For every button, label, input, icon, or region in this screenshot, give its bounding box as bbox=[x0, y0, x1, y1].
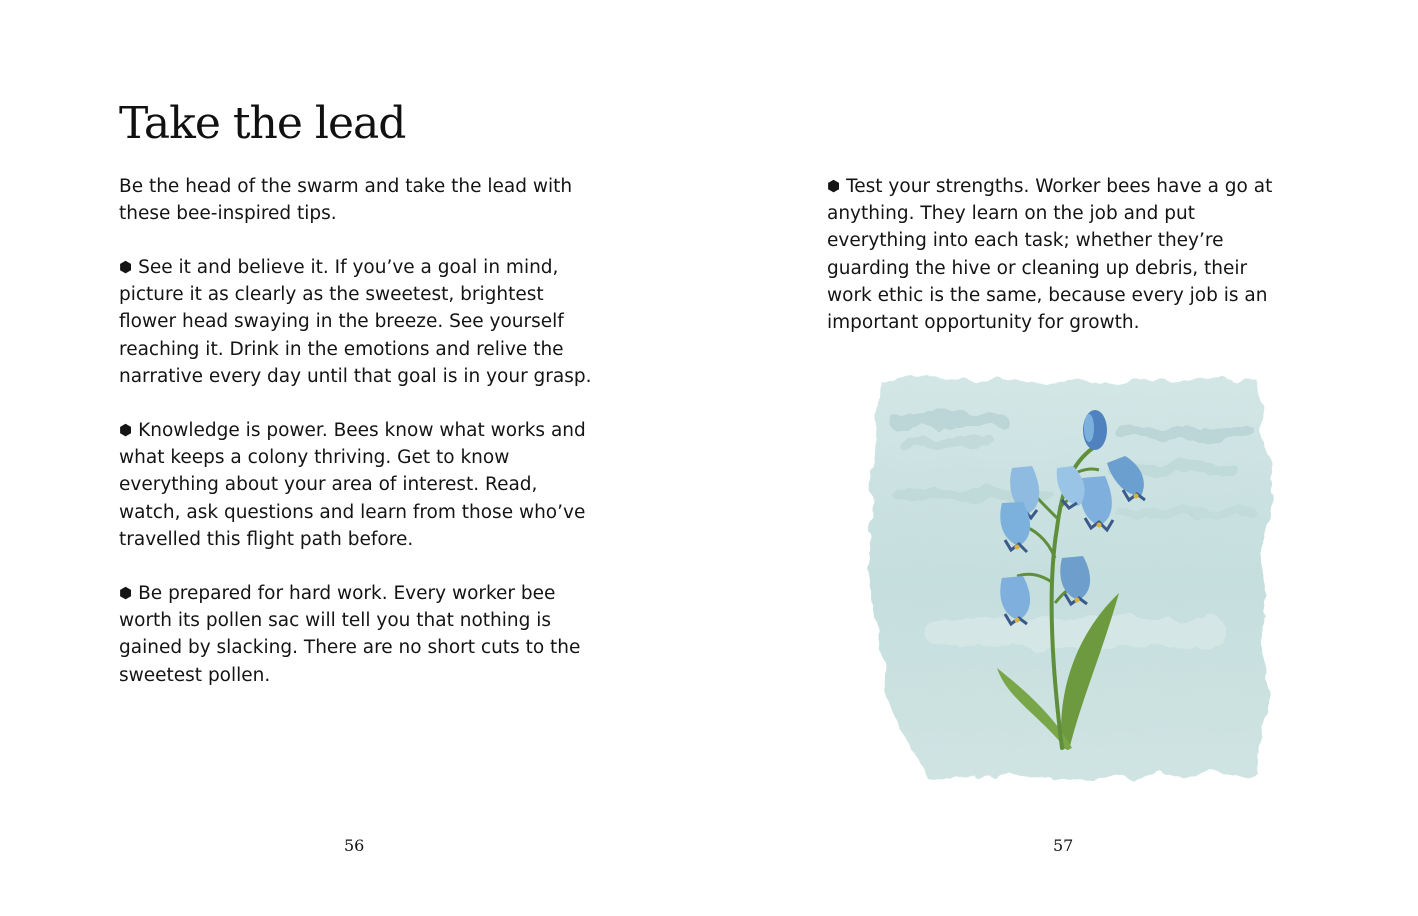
hexagon-bullet-icon: ⬢ bbox=[827, 177, 841, 195]
tip-text: Knowledge is power. Bees know what works and what keeps a colony thriving. Get to know everything about your area of interest. Read, watch, ask questions and learn from those who’ve travelled this flight path before. bbox=[119, 420, 586, 550]
tip-item bbox=[119, 254, 599, 390]
tip-text: Test your strengths. Worker bees have a go at anything. They learn on the job and put everything into each task; whether they’re guarding the hive or cleaning up debris, their work ethic is the same, because every job is an important opportunity for growth. bbox=[827, 176, 1273, 334]
tip-item bbox=[119, 417, 599, 553]
tip-text: See it and believe it. If you’ve a goal in mind, picture it as clearly as the sweetest, brightest flower head swaying in the breeze. See yourself reaching it. Drink in the emotions and relive the narrative every day until that goal is in your grasp. bbox=[119, 257, 592, 387]
page-title: Take the lead bbox=[119, 98, 406, 149]
bluebell-watercolor-illustration bbox=[857, 368, 1277, 788]
hexagon-bullet-icon: ⬢ bbox=[119, 584, 133, 603]
page-number-left: 56 bbox=[344, 836, 365, 855]
hexagon-bullet-icon: ⬢ bbox=[119, 258, 133, 276]
tip-item bbox=[827, 173, 1297, 336]
hexagon-bullet-icon: ⬢ bbox=[119, 421, 133, 440]
tips-list-left bbox=[119, 254, 599, 716]
tip-item bbox=[119, 580, 599, 689]
tip-text: Be prepared for hard work. Every worker bee worth its pollen sac will tell you that nothing is gained by slacking. There are no short cuts to the sweetest pollen. bbox=[119, 583, 581, 686]
page-number-right: 57 bbox=[1053, 836, 1074, 855]
intro-paragraph: Be the head of the swarm and take the lead with these bee-inspired tips. bbox=[119, 176, 573, 225]
right-page bbox=[709, 0, 1418, 916]
